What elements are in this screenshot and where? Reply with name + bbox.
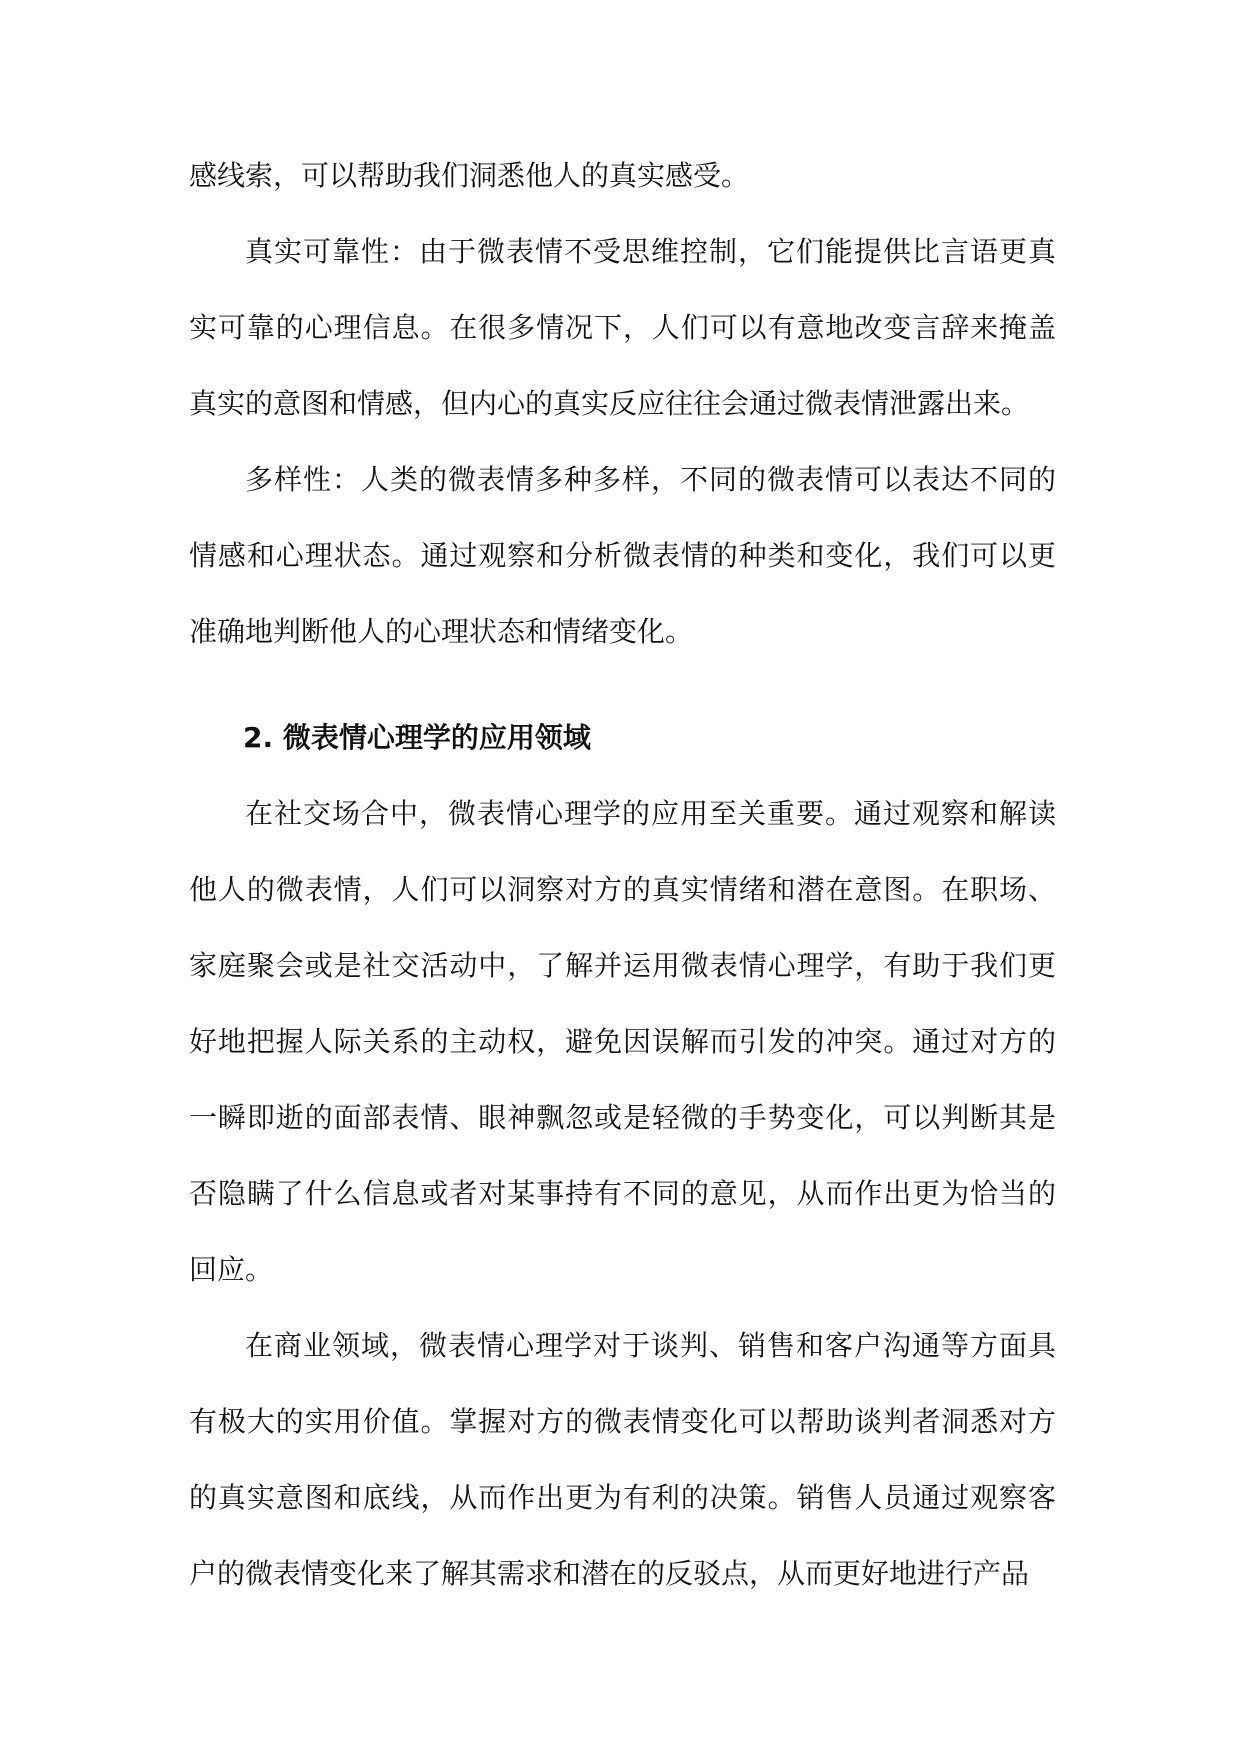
paragraph-reliability: 真实可靠性：由于微表情不受思维控制，它们能提供比言语更真实可靠的心理信息。在很多情况下，人们可以有意地改变言辞来掩盖真实的意图和情感，但内心的真实反应往往会通过微表情泄露出来。 bbox=[189, 235, 1056, 420]
paragraph-social-application: 在社交场合中，微表情心理学的应用至关重要。通过观察和解读他人的微表情，人们可以洞察对方的真实情绪和潜在意图。在职场、家庭聚会或是社交活动中，了解并运用微表情心理学，有助于我们更好地把握人际关系的主动权，避免因误解而引发的冲突。通过对方的一瞬即逝的面部表情、眼神飘忽或是轻微的手势变化，可以判断其是否隐瞒了什么信息或者对某事持有不同的意见，从而作出更为恰当的回应。 bbox=[189, 797, 1056, 1286]
document-body bbox=[189, 138, 1056, 1612]
paragraph-business-application: 在商业领域，微表情心理学对于谈判、销售和客户沟通等方面具有极大的实用价值。掌握对方的微表情变化可以帮助谈判者洞悉对方的真实意图和底线，从而作出更为有利的决策。销售人员通过观察客户的微表情变化来了解其需求和潜在的反驳点，从而更好地进行产品 bbox=[189, 1329, 1056, 1590]
paragraph-diversity: 多样性：人类的微表情多种多样，不同的微表情可以表达不同的情感和心理状态。通过观察和分析微表情的种类和变化，我们可以更准确地判断他人的心理状态和情绪变化。 bbox=[189, 463, 1056, 648]
paragraph-continuation: 感线索，可以帮助我们洞悉他人的真实感受。 bbox=[189, 159, 750, 192]
section-heading: 2. 微表情心理学的应用领域 bbox=[243, 721, 591, 754]
